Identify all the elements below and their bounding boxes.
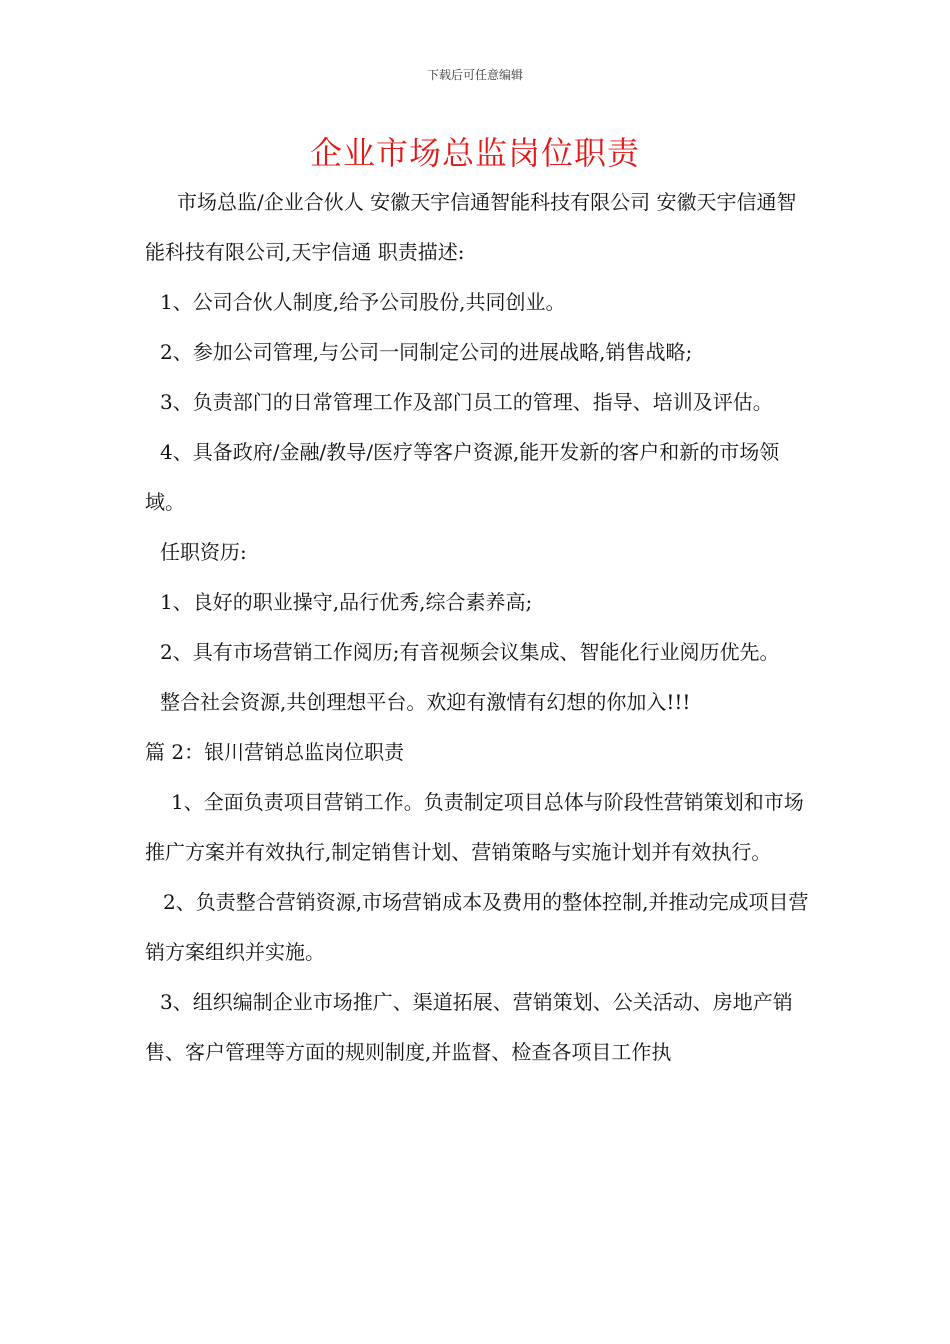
qualification-item-2: 2、具有市场营销工作阅历;有音视频会议集成、智能化行业阅历优先。	[160, 640, 780, 664]
intro-paragraph: 市场总监/企业合伙人 安徽天宇信通智能科技有限公司 安徽天宇信通智能科技有限公司,天宇信通 职责描述:	[145, 190, 797, 264]
section2-item-2: 2、负责整合营销资源,市场营销成本及费用的整体控制,并推动完成项目营销方案组织并实施。	[145, 890, 809, 964]
document-title: 企业市场总监岗位职责	[309, 134, 640, 172]
section-heading-2: 篇 2：银川营销总监岗位职责	[145, 740, 405, 764]
duty-item-3: 3、负责部门的日常管理工作及部门员工的管理、指导、培训及评估。	[160, 390, 773, 414]
qualifications-heading: 任职资历:	[160, 540, 247, 564]
document-body	[145, 177, 810, 1077]
section2-item-3: 3、组织编制企业市场推广、渠道拓展、营销策划、公关活动、房地产销售、客户管理等方面的规则制度,并监督、检查各项目工作执	[145, 990, 793, 1064]
section2-item-1: 1、全面负责项目营销工作。负责制定项目总体与阶段性营销策划和市场推广方案并有效执行,制定销售计划、营销策略与实施计划并有效执行。	[145, 790, 804, 864]
closing-paragraph: 整合社会资源,共创理想平台。欢迎有激情有幻想的你加入!!!	[160, 690, 691, 714]
duty-item-2: 2、参加公司管理,与公司一同制定公司的进展战略,销售战略;	[160, 340, 693, 364]
qualification-item-1: 1、良好的职业操守,品行优秀,综合素养高;	[160, 590, 533, 614]
duty-item-1: 1、公司合伙人制度,给予公司股份,共同创业。	[160, 290, 566, 314]
header-note: 下载后可任意编辑	[426, 68, 523, 82]
duty-item-4: 4、具备政府/金融/教导/医疗等客户资源,能开发新的客户和新的市场领域。	[145, 440, 780, 514]
